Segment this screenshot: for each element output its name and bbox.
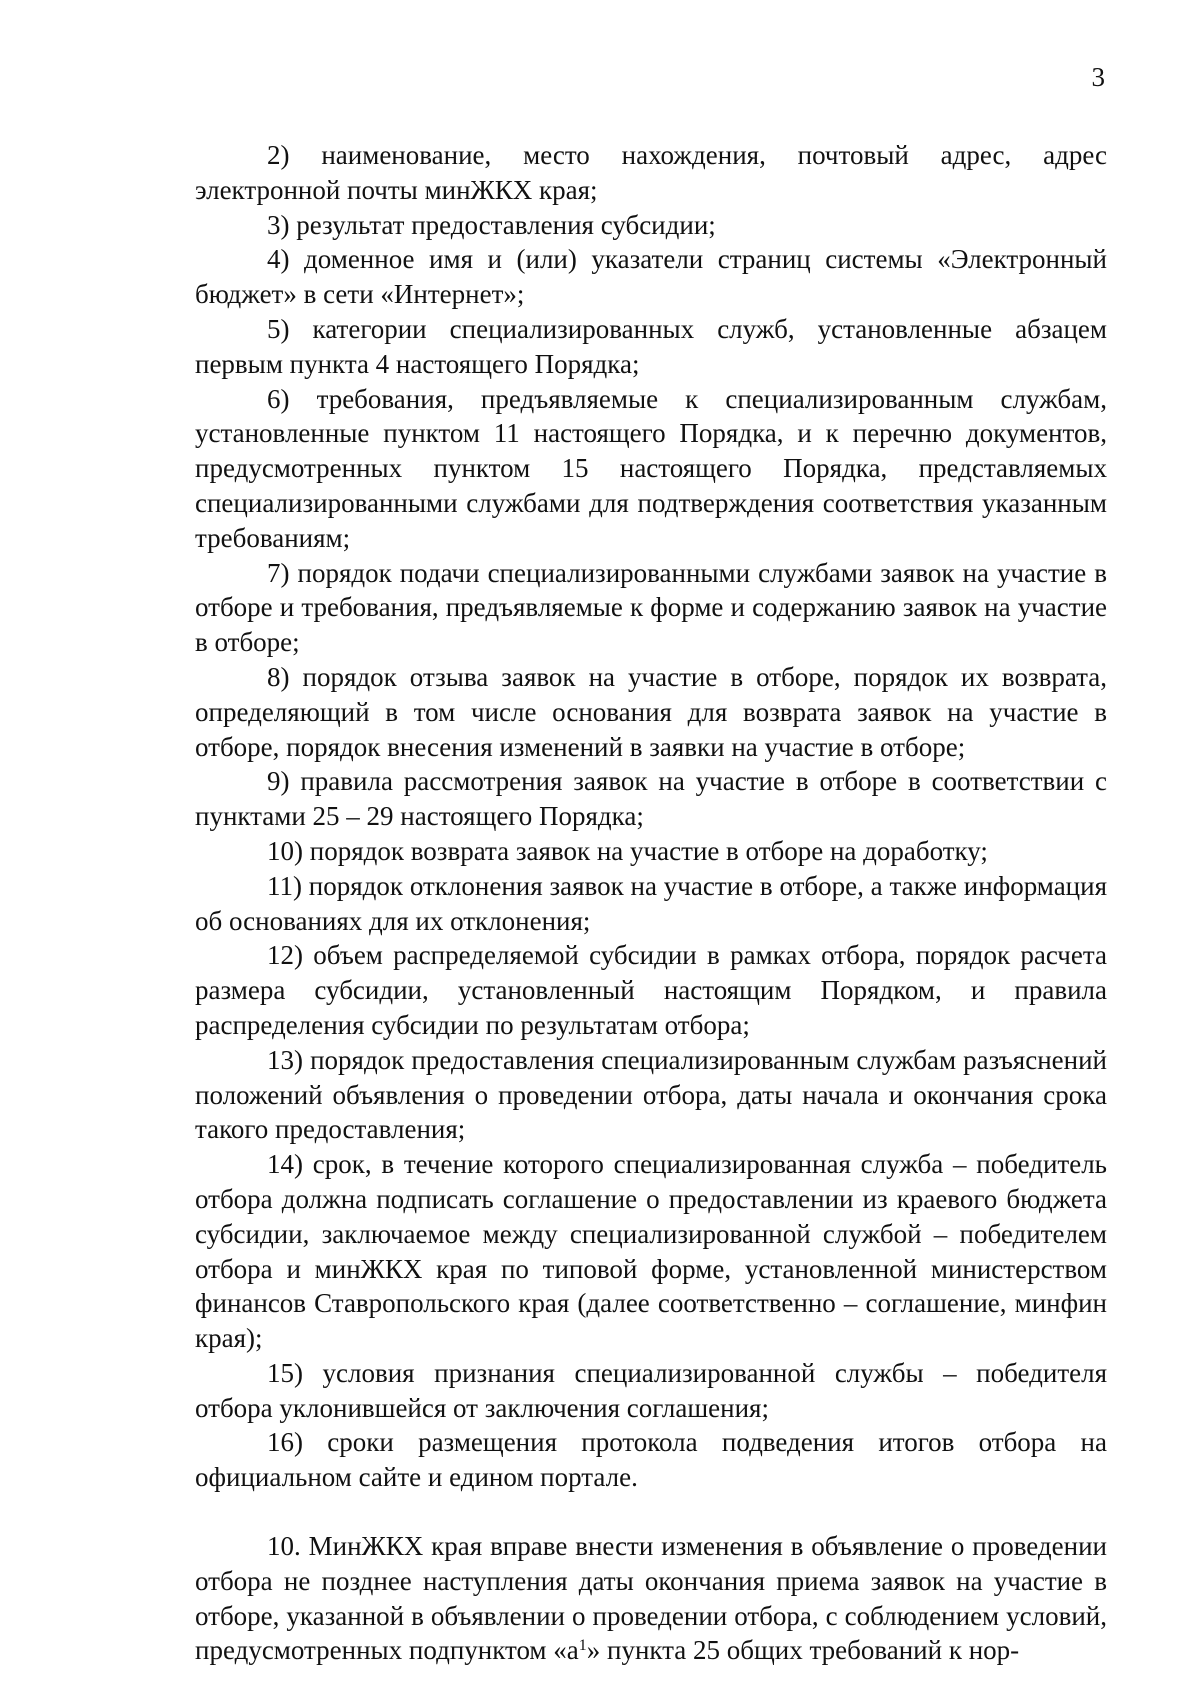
list-item-9: 9) правила рассмотрения заявок на участие в отборе в соответствии с пунктами 25 – 29 настоящего Порядка;	[195, 766, 1107, 832]
list-item-11: 11) порядок отклонения заявок на участие в отборе, а также информация об основаниях для их отклонения;	[195, 870, 1107, 936]
page-number: 3	[1091, 62, 1105, 92]
list-item-10: 10) порядок возврата заявок на участие в отборе на доработку;	[267, 835, 988, 866]
list-item-16: 16) сроки размещения протокола подведения итогов отбора на официальном сайте и едином портале.	[195, 1427, 1107, 1493]
list-item-8: 8) порядок отзыва заявок на участие в отборе, порядок их возврата, определяющий в том числе основания для возврата заявок на участие в отборе, порядок внесения изменений в заявки на участие в отборе;	[195, 661, 1107, 762]
superscript-marker: 1	[578, 1637, 587, 1655]
list-item-15: 15) условия признания специализированной службы – победителя отбора уклонившейся от заключения соглашения;	[195, 1357, 1107, 1423]
list-item-13: 13) порядок предоставления специализированным службам разъяснений положений объявления о проведении отбора, даты начала и окончания срока такого предоставления;	[195, 1044, 1107, 1145]
list-item-6: 6) требования, предъявляемые к специализированным службам, установленные пунктом 11 настоящего Порядка, и к перечню документов, предусмотренных пунктом 15 настоящего Порядка, представляемых специализированными службами для подтверждения соответствия указанным требованиям;	[195, 383, 1107, 553]
paragraph-10-text-start: 10. МинЖКХ края вправе внести изменения в объявление о проведении отбора не позднее наступления даты окончания приема заявок на участие в отборе, указанной в объявлении о проведении отбора, с соблюдением условий, предусмотренных подпунктом «а	[195, 1531, 1107, 1666]
list-item-2: 2) наименование, место нахождения, почтовый адрес, адрес электронной почты минЖКХ края;	[195, 140, 1107, 205]
list-item-5: 5) категории специализированных служб, установленные абзацем первым пункта 4 настоящего Порядка;	[195, 313, 1107, 379]
list-item-14: 14) срок, в течение которого специализированная служба – победитель отбора должна подписать соглашение о предоставлении из краевого бюджета субсидии, заключаемое между специализированной службой – победителем отбора и минЖКХ края по типовой форме, установленной министерством финансов Ставропольского края (далее соответственно – соглашение, минфин края);	[195, 1149, 1107, 1354]
paragraph-10	[195, 1529, 1107, 1668]
list-item-12: 12) объем распределяемой субсидии в рамках отбора, порядок расчета размера субсидии, установленный настоящим Порядком, и правила распределения субсидии по результатам отбора;	[195, 940, 1107, 1040]
document-body	[195, 138, 1107, 1668]
paragraph-10-text-end: » пункта 25 общих требований к нор-	[586, 1635, 1020, 1666]
list-item-4: 4) доменное имя и (или) указатели страниц системы «Электронный бюджет» в сети «Интернет»;	[195, 244, 1107, 310]
list-item-7: 7) порядок подачи специализированными службами заявок на участие в отборе и требования, предъявляемые к форме и содержанию заявок на участие в отборе;	[195, 557, 1107, 658]
list-item-3: 3) результат предоставления субсидии;	[267, 209, 716, 240]
